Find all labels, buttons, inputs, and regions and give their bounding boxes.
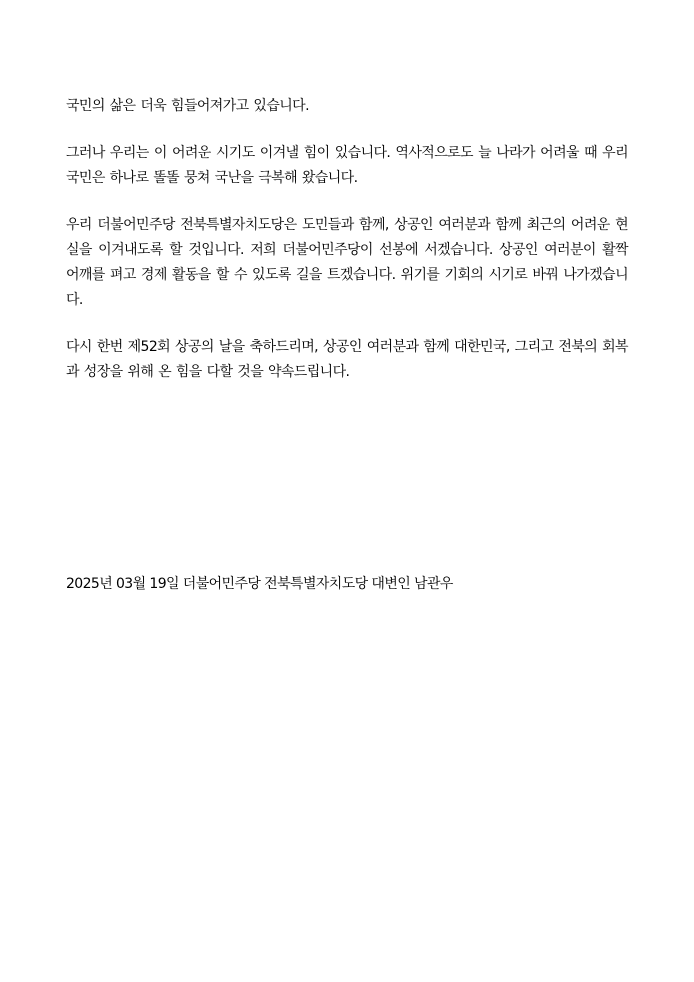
document-body	[66, 94, 628, 385]
paragraph-party-commitment: 우리 더불어민주당 전북특별자치도당은 도민들과 함께, 상공인 여러분과 함께 최근의 어려운 현실을 이겨내도록 할 것입니다. 저희 더불어민주당이 선봉에 서겠습니다. 상공인 여러분이 활짝 어깨를 펴고 경제 활동을 할 수 있도록 길을 트겠습니다. 위기를 기회의 시기로 바꿔 나가겠습니다.	[66, 217, 628, 308]
paragraph-hardship: 국민의 삶은 더욱 힘들어져가고 있습니다.	[66, 98, 309, 114]
paragraph-overcome: 그러나 우리는 이 어려운 시기도 이겨낼 힘이 있습니다. 역사적으로도 늘 나라가 어려울 때 우리 국민은 하나로 똘똘 뭉쳐 국난을 극복해 왔습니다.	[66, 145, 628, 186]
paragraph-congratulations: 다시 한번 제52회 상공의 날을 축하드리며, 상공인 여러분과 함께 대한민국, 그리고 전북의 회복과 성장을 위해 온 힘을 다할 것을 약속드립니다.	[66, 339, 628, 380]
signature-line: 2025년 03월 19일 더불어민주당 전북특별자치도당 대변인 남관우	[66, 576, 453, 592]
